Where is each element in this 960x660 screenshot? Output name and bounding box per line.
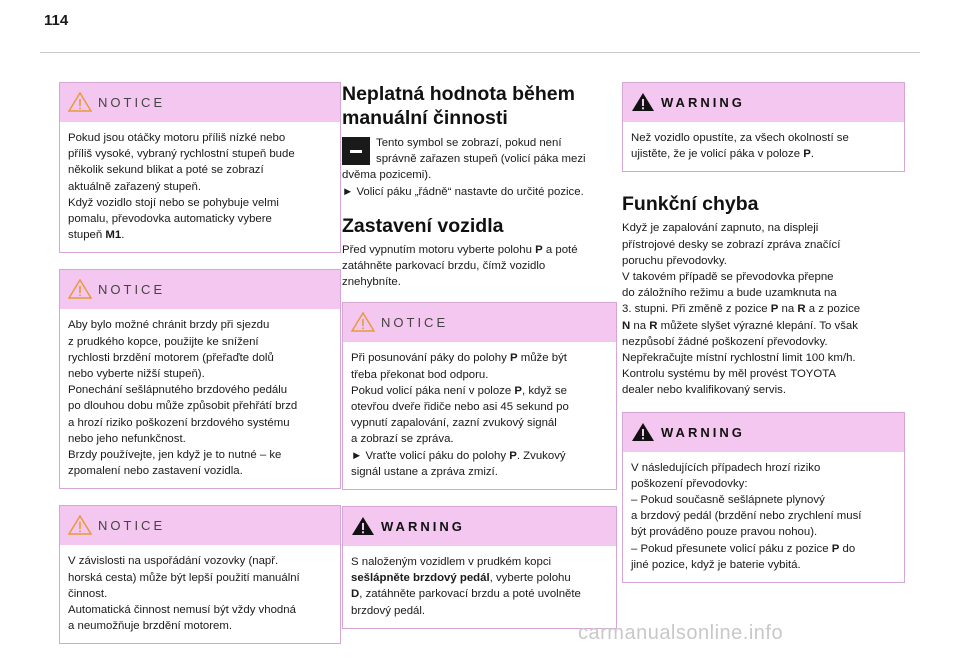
text-line: pomalu, převodovka automaticky vybere	[68, 213, 272, 226]
text-line: Ponechání sešlápnutého brzdového pedálu	[68, 384, 288, 397]
text-line: nebo vyberte nižší stupeň).	[68, 368, 205, 381]
column-left	[59, 82, 341, 660]
caution-outline-icon	[68, 279, 92, 299]
warning-filled-icon	[351, 516, 375, 536]
caution-outline-icon	[351, 312, 375, 332]
symbol-paragraph: Tento symbol se zobrazí, pokud není správně zařazen stupeň (volicí páka mezi dvěma pozicemi). ► Volicí páku „řádně“ nastavte do určité pozice.	[342, 137, 586, 198]
notice-title: NOTICE	[98, 518, 166, 534]
text-line: činnost.	[68, 587, 108, 600]
notice-title: NOTICE	[381, 315, 449, 331]
text-line: několik sekund blikat a poté se zobrazí	[68, 164, 264, 177]
notice-box-4: NOTICE Při posunování páky do polohy P může být třeba překonat bod odporu. Pokud volicí páka není v poloze P, když se otevřou dveře řidiče nebo asi 45 sekund po vypnutí zapalování, zazní zvukový signál a zobrazí se zpráva. ► Vraťte volicí páku do polohy P. Zvukový signál ustane a zpráva zmizí.	[342, 302, 617, 490]
section-heading: Neplatná hodnota během manuální činnosti	[342, 83, 575, 129]
warning-box-2: WARNING Než vozidlo opustíte, za všech okolností se ujistěte, že je volicí páka v poloze P.	[622, 82, 905, 172]
notice-title: NOTICE	[98, 95, 166, 110]
text-line: horská cesta) může být lepší použití manuální	[68, 571, 300, 584]
section-heading: Funkční chyba	[622, 193, 759, 216]
text-line: V závislosti na uspořádání vozovky (např.	[68, 555, 279, 568]
watermark-link[interactable]: carmanualsonline.info	[578, 622, 784, 644]
fault-paragraph: Když je zapalování zapnuto, na displeji přístrojové desky se zobrazí zpráva značící poruchu převodovky. V takovém případě se převodovka přepne do záložního režimu a bude uzamknuta na 3. stupni. Při změně z pozice P na R a z pozice N na R můžete slyšet výrazné klepání. To však nezpůsobí žádné poškození převodovky. Nepřekračujte místní rychlostní limit 100 km/h. Kontrolu systému by měl provést TOYOTA dealer nebo kvalifikovaný servis.	[622, 222, 861, 397]
gear-fault-dash-icon	[342, 137, 370, 165]
notice-box-3	[59, 505, 341, 644]
notice-title: NOTICE	[98, 282, 166, 298]
caution-outline-icon	[68, 515, 92, 535]
column-middle	[342, 82, 617, 645]
text-line: Pokud jsou otáčky motoru příliš nízké nebo	[68, 132, 286, 144]
page-number: 114	[44, 12, 69, 29]
stop-paragraph: Před vypnutím motoru vyberte polohu P a poté zatáhněte parkovací brzdu, čímž vozidlo znehybníte.	[342, 243, 578, 289]
text-line: po dlouhou dobu může způsobit přehřátí brzd	[68, 400, 298, 413]
warning-filled-icon	[631, 422, 655, 442]
text-line: z prudkého kopce, použijte ke snížení	[68, 335, 259, 348]
warning-title: WARNING	[661, 424, 745, 440]
text-line: Brzdy používejte, jen když je to nutné – ke	[68, 449, 282, 462]
section-heading: Zastavení vozidla	[342, 214, 504, 237]
text-line: Automatická činnost nemusí být vždy vhodná	[68, 604, 296, 617]
warning-title: WARNING	[661, 95, 745, 110]
text-line: příliš vysoké, vybraný rychlostní stupeň bude	[68, 148, 295, 161]
header-rule	[40, 52, 920, 53]
warning-box-3: WARNING V následujících případech hrozí riziko poškození převodovky: – Pokud současně sešlápnete plynový a brzdový pedál (brzdění nebo zrychlení musí být prováděno pouze pravou nohou). – Pokud přesunete volicí páku z pozice P do jiné pozice, když je baterie vybitá.	[622, 412, 905, 583]
notice-box-1	[59, 82, 341, 253]
text-line: nebo jeho nefunkčnost.	[68, 432, 186, 445]
column-right	[622, 82, 905, 599]
text-line: zpomalení nebo zastavení vozidla.	[68, 465, 243, 478]
text-line: aktuálně zařazený stupeň.	[68, 180, 201, 193]
warning-title: WARNING	[381, 519, 465, 535]
warning-box-1: WARNING S naloženým vozidlem v prudkém kopci sešlápněte brzdový pedál, vyberte polohu D, zatáhněte parkovací brzdu a poté uvolněte brzdový pedál.	[342, 506, 617, 629]
text-line: stupeň M1.	[68, 229, 125, 242]
text-line: a neumožňuje brzdění motorem.	[68, 620, 232, 633]
text-line: a hrozí riziko poškození brzdového systému	[68, 416, 290, 429]
text-line: Aby bylo možné chránit brzdy při sjezdu	[68, 319, 270, 332]
text-line: Když vozidlo stojí nebo se pohybuje velmi	[68, 196, 279, 209]
text-line: rychlosti brzdění motorem (přeřaďte dolů	[68, 351, 274, 364]
notice-box-2	[59, 269, 341, 489]
warning-filled-icon	[631, 92, 655, 112]
caution-outline-icon	[68, 92, 92, 112]
